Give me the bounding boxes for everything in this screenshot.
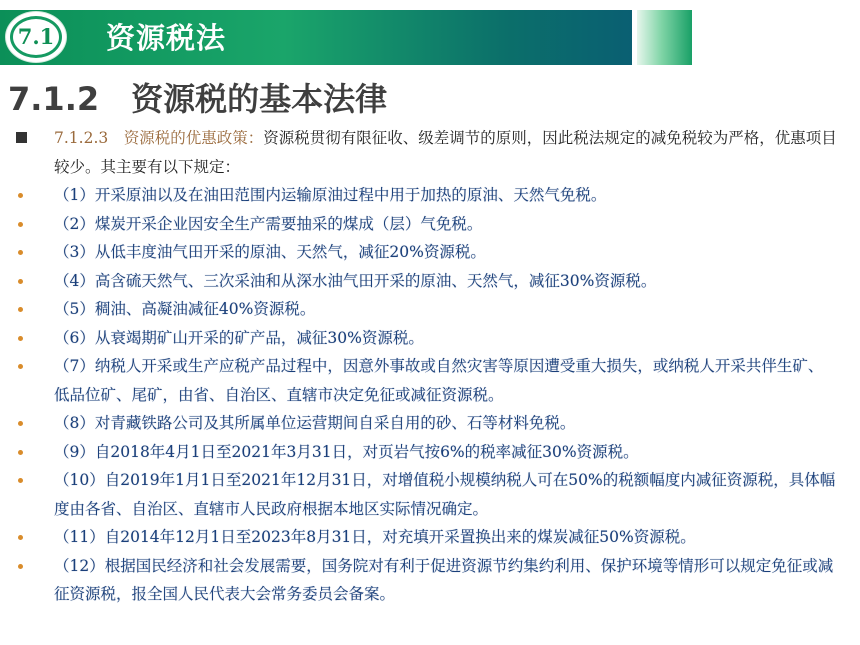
list-item-text: （11）自2014年12月1日至2023年8月31日，对充填开采置换出来的煤炭减征50%资源税。 (54, 528, 696, 546)
list-item (0, 267, 860, 296)
bullet-dot-icon (18, 250, 23, 255)
section-heading (8, 76, 387, 122)
list-item-text: （6）从衰竭期矿山开采的矿产品，减征30%资源税。 (54, 328, 424, 347)
banner-title: 资源税法 (106, 21, 227, 55)
bullet-dot-icon (18, 279, 23, 284)
bullet-dot-icon (18, 364, 23, 369)
bullet-dot-icon (18, 564, 23, 569)
list-item-text: （12）根据国民经济和社会发展需要，国务院对有利于促进资源节约集约利用、保护环境等情形可以规定免征或减征资源税，报全国人民代表大会常务委员会备案。 (54, 556, 834, 603)
list-item (0, 181, 860, 210)
square-bullet-icon (16, 132, 27, 143)
list-item-text: （2）煤炭开采企业因安全生产需要抽采的煤成（层）气免税。 (54, 214, 483, 233)
section-title: 资源税的基本法律 (131, 80, 388, 118)
bullet-dot-icon (18, 450, 23, 455)
list-item (0, 409, 860, 438)
list-item-text: （10）自2019年1月1日至2021年12月31日，对增值税小规模纳税人可在50%的税额幅度内减征资源税，具体幅度由各省、自治区、直辖市人民政府根据本地区实际情况确定。 (54, 471, 836, 518)
section-badge: 7.1 (10, 16, 62, 58)
list-item (0, 552, 860, 609)
bullet-dot-icon (18, 193, 23, 198)
list-item (0, 438, 860, 467)
section-number: 7.1.2 (8, 80, 100, 118)
content-body (0, 124, 860, 609)
bullet-dot-icon (18, 222, 23, 227)
bullet-dot-icon (18, 535, 23, 540)
bullet-dot-icon (18, 478, 23, 483)
list-item-text: （4）高含硫天然气、三次采油和从深水油气田开采的原油、天然气，减征30%资源税。 (54, 271, 657, 290)
title-banner (0, 10, 632, 65)
list-item-text: （7）纳税人开采或生产应税产品过程中，因意外事故或自然灾害等原因遭受重大损失，或纳税人开采共伴生矿、低品位矿、尾矿，由省、自治区、直辖市决定免征或减征资源税。 (54, 357, 824, 404)
list-item (0, 210, 860, 239)
list-item-text: （1）开采原油以及在油田范围内运输原油过程中用于加热的原油、天然气免税。 (54, 186, 607, 204)
list-item-text: （8）对青藏铁路公司及其所属单位运营期间自采自用的砂、石等材料免税。 (54, 414, 576, 432)
list-item (0, 295, 860, 324)
banner-accent-block (637, 10, 692, 65)
list-item (0, 238, 860, 267)
bullet-dot-icon (18, 307, 23, 312)
list-item (0, 466, 860, 523)
list-item-text: （5）稠油、高凝油减征40%资源税。 (54, 300, 316, 318)
bullet-dot-icon (18, 336, 23, 341)
bullet-dot-icon (18, 421, 23, 426)
list-item (0, 324, 860, 353)
intro-paragraph (0, 124, 860, 181)
list-item-text: （3）从低丰度油气田开采的原油、天然气，减征20%资源税。 (54, 243, 486, 261)
list-item (0, 352, 860, 409)
intro-label: 7.1.2.3 资源税的优惠政策： (54, 129, 264, 147)
intro-text: 资源税贯彻有限征收、级差调节的原则，因此税法规定的减免税较为严格，优惠项目较少。其主要有以下规定： (54, 129, 837, 176)
list-item (0, 523, 860, 552)
list-item-text: （9）自2018年4月1日至2021年3月31日，对页岩气按6%的税率减征30%资源税。 (54, 442, 639, 461)
